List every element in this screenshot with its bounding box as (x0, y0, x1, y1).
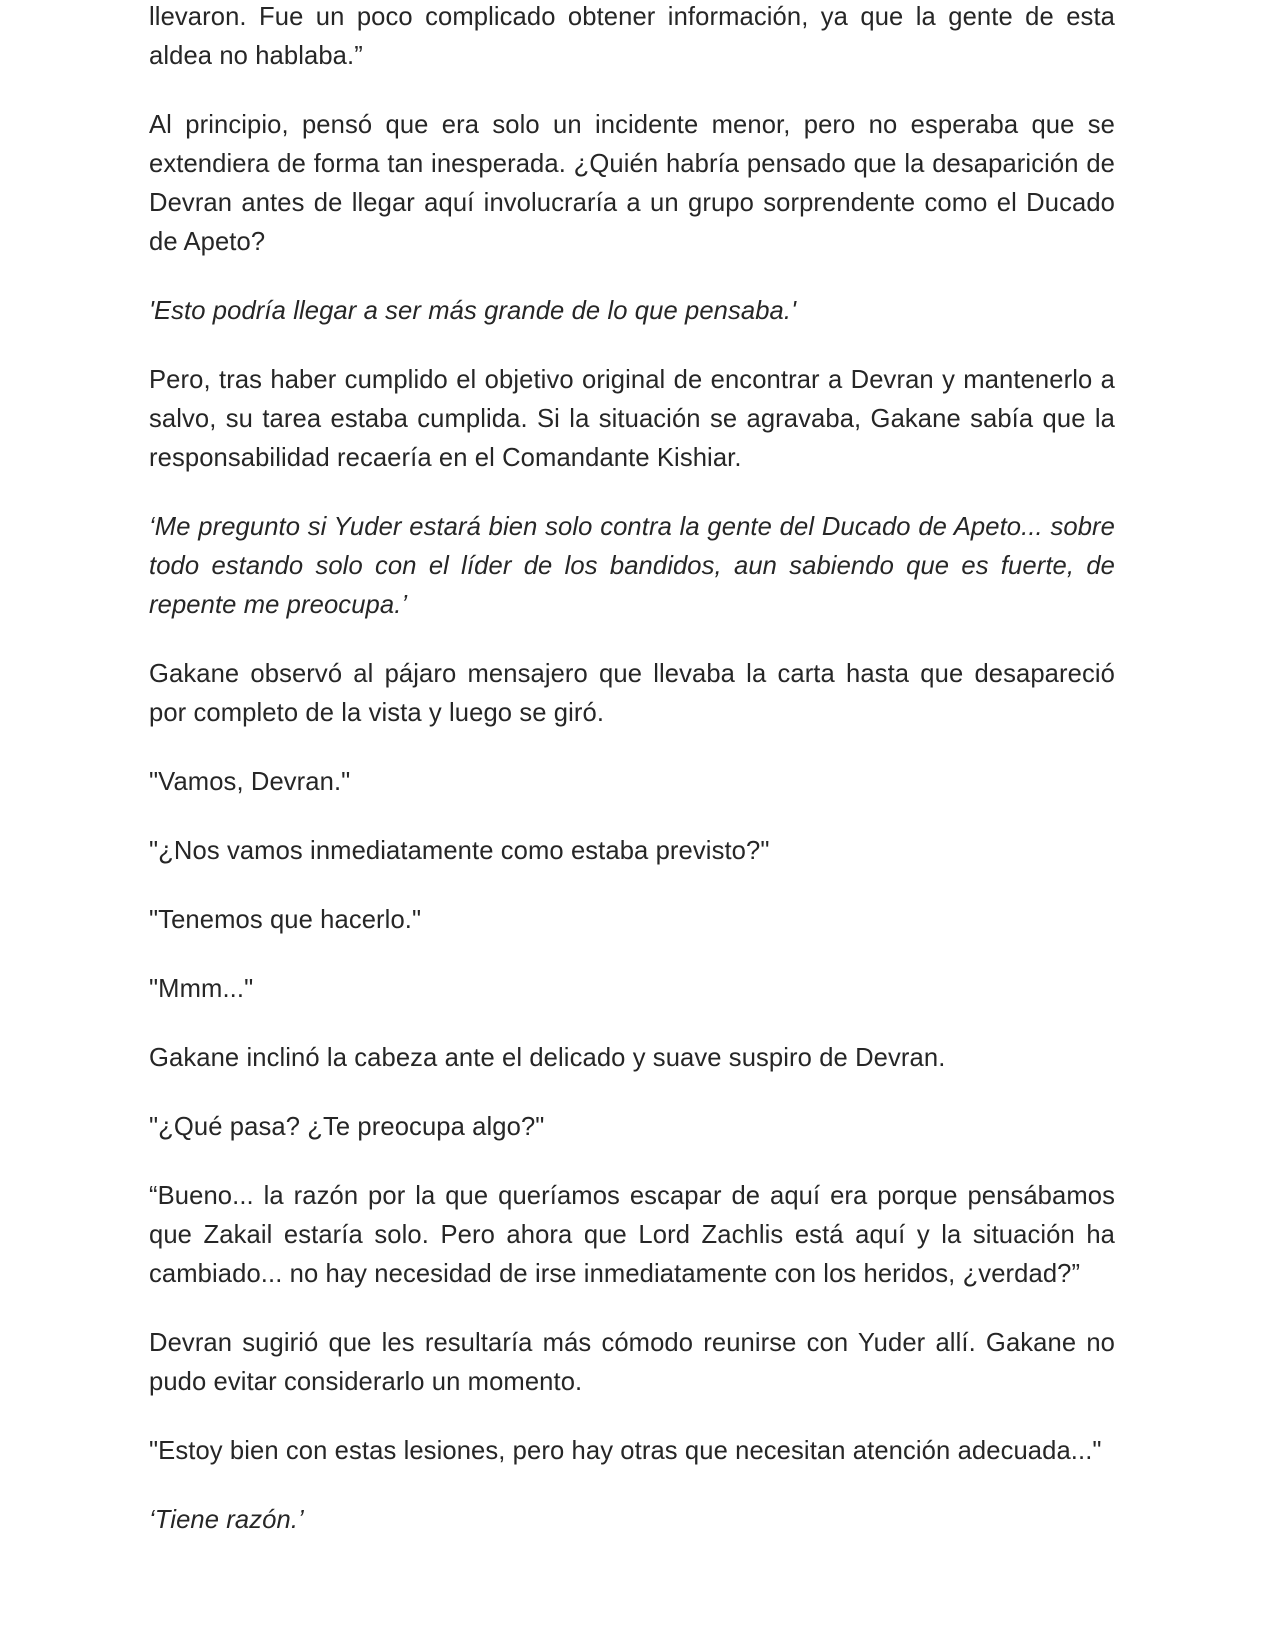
paragraph-14: Devran sugirió que les resultaría más cómodo reunirse con Yuder allí. Gakane no pudo evitar considerarlo un momento. (149, 1329, 1115, 1396)
paragraph-16-thought: ‘Tiene razón.’ (149, 1506, 304, 1534)
paragraph-13-dialogue: “Bueno... la razón por la que queríamos escapar de aquí era porque pensábamos que Zakail estaría solo. Pero ahora que Lord Zachlis está aquí y la situación ha cambiado... no hay necesidad de irse inmediatamente con los heridos, ¿verdad?” (149, 1182, 1115, 1288)
paragraph-15-dialogue: "Estoy bien con estas lesiones, pero hay otras que necesitan atención adecuada..." (149, 1437, 1102, 1465)
paragraph-8-dialogue: "¿Nos vamos inmediatamente como estaba previsto?" (149, 837, 770, 865)
paragraph-3-thought: 'Esto podría llegar a ser más grande de lo que pensaba.' (149, 297, 797, 325)
paragraph-5-thought: ‘Me pregunto si Yuder estará bien solo contra la gente del Ducado de Apeto... sobre todo estando solo con el líder de los bandidos, aun sabiendo que es fuerte, de repente me preocupa.’ (149, 513, 1115, 619)
paragraph-4: Pero, tras haber cumplido el objetivo original de encontrar a Devran y mantenerlo a salvo, su tarea estaba cumplida. Si la situación se agravaba, Gakane sabía que la responsabilidad recaería en el Comandante Kishiar. (149, 366, 1115, 472)
paragraph-2: Al principio, pensó que era solo un incidente menor, pero no esperaba que se extendiera de forma tan inesperada. ¿Quién habría pensado que la desaparición de Devran antes de llegar aquí involucraría a un grupo sorprendente como el Ducado de Apeto? (149, 111, 1115, 256)
paragraph-11: Gakane inclinó la cabeza ante el delicado y suave suspiro de Devran. (149, 1044, 946, 1072)
paragraph-7-dialogue: "Vamos, Devran." (149, 768, 351, 796)
document-body (149, 0, 1115, 1540)
paragraph-10-dialogue: "Mmm..." (149, 975, 254, 1003)
paragraph-12-dialogue: "¿Qué pasa? ¿Te preocupa algo?" (149, 1113, 545, 1141)
paragraph-9-dialogue: "Tenemos que hacerlo." (149, 906, 422, 934)
paragraph-6: Gakane observó al pájaro mensajero que llevaba la carta hasta que desapareció por completo de la vista y luego se giró. (149, 660, 1115, 727)
paragraph-1: llevaron. Fue un poco complicado obtener información, ya que la gente de esta aldea no hablaba.” (149, 3, 1115, 70)
